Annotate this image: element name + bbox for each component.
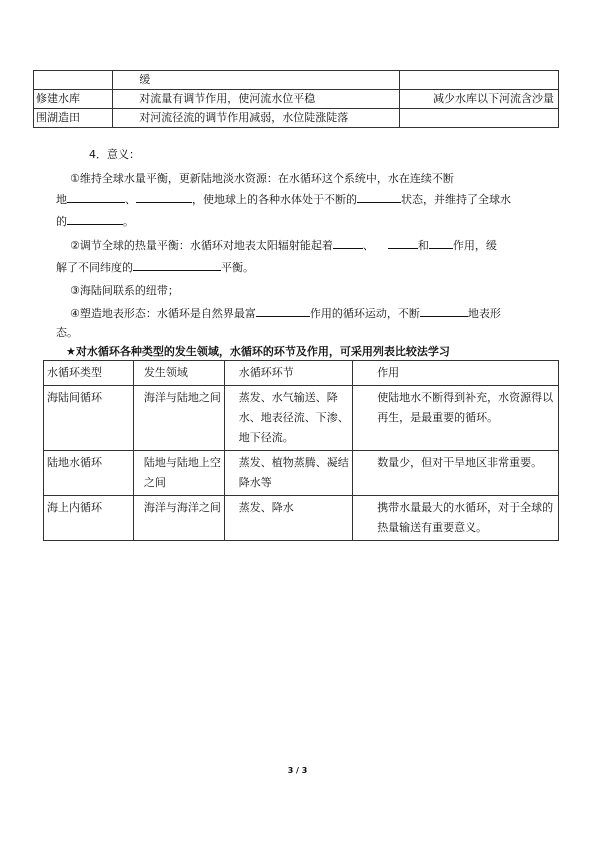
- paragraph-line: [56, 258, 254, 277]
- paragraph-line: [70, 170, 454, 188]
- table-cell: 修建水库: [34, 90, 113, 109]
- fill-blank[interactable]: [136, 190, 192, 203]
- table-cell: 使陆地水不断得到补充，水资源得以再生，是最重要的循环。: [353, 386, 559, 451]
- table-cell: 缓: [113, 71, 400, 90]
- text: 作用，缓: [452, 239, 497, 252]
- column-header: 水循环环节: [224, 361, 352, 386]
- table-cell: 陆地与陆地上空之间: [133, 451, 224, 496]
- table-row: [34, 109, 559, 128]
- table-cell: 携带水量最大的水循环，对于全球的热量输送有重要意义。: [353, 496, 559, 541]
- text: 、: [125, 193, 136, 206]
- text: 和: [417, 239, 429, 252]
- fill-blank[interactable]: [67, 190, 125, 203]
- table-heading: ★对水循环各种类型的发生领域，水循环的环节及作用，可采用列表比较法学习: [66, 345, 450, 358]
- text: ①维持全球水量平衡，更新陆地淡水资源：在水循环这个系统中，水在连续不断: [70, 172, 454, 185]
- table-cell: 对河流径流的调节作用减弱，水位陡涨陡落: [113, 109, 400, 128]
- table-cell: [399, 109, 558, 128]
- paragraph-line: ③海陆间联系的纽带；: [70, 284, 179, 297]
- column-header: 发生领域: [133, 361, 224, 386]
- fill-blank[interactable]: [420, 304, 468, 317]
- table-cell: 数量少，但对干旱地区非常重要。: [353, 451, 559, 496]
- fill-blank[interactable]: [256, 304, 310, 317]
- top-table: [33, 70, 559, 128]
- paragraph-line: 态。: [56, 326, 78, 339]
- table-cell: 蒸发、植物蒸腾、凝结降水等: [224, 451, 352, 496]
- table-cell: 陆地水循环: [44, 451, 134, 496]
- table-cell: 围湖造田: [34, 109, 113, 128]
- fill-blank[interactable]: [357, 190, 401, 203]
- text: 状态，并维持了全球水: [401, 193, 511, 206]
- text: ②调节全球的热量平衡：水循环对地表太阳辐射能起着: [70, 239, 333, 252]
- water-cycle-table: [43, 360, 559, 541]
- paragraph-line: [56, 212, 134, 231]
- text: 、: [362, 239, 374, 252]
- table-cell: 海洋与海洋之间: [133, 496, 224, 541]
- table-row: [44, 451, 559, 496]
- table-cell: 对流量有调节作用，使河流水位平稳: [113, 90, 400, 109]
- paragraph-line: [70, 236, 497, 255]
- text: 地: [56, 193, 67, 206]
- table-header-row: [44, 361, 559, 386]
- text: ④塑造地表形态：水循环是自然界最富: [70, 307, 256, 320]
- table-row: [34, 71, 559, 90]
- text: 地表形: [467, 307, 501, 320]
- column-header: 作用: [353, 361, 559, 386]
- text: 作用的循环运动，不断: [309, 307, 420, 320]
- fill-blank[interactable]: [133, 258, 221, 271]
- table-row: [34, 90, 559, 109]
- section-heading: 4．意义：: [89, 148, 140, 161]
- table-cell: 海陆间循环: [44, 386, 134, 451]
- table-cell: 蒸发、降水: [224, 496, 352, 541]
- table-cell: 海上内循环: [44, 496, 134, 541]
- table-row: [44, 496, 559, 541]
- text: 。: [123, 215, 134, 228]
- table-row: [44, 386, 559, 451]
- table-cell: 减少水库以下河流含沙量: [399, 90, 558, 109]
- table-cell: 蒸发、水气输送、降水、地表径流、下渗、地下径流。: [224, 386, 352, 451]
- paragraph-line: [70, 304, 501, 323]
- fill-blank[interactable]: [333, 236, 363, 249]
- text: 的: [56, 215, 67, 228]
- text: ，使地球上的各种水体处于不断的: [192, 193, 357, 206]
- fill-blank[interactable]: [67, 212, 123, 225]
- text: 解了不同纬度的: [56, 261, 133, 274]
- fill-blank[interactable]: [429, 236, 453, 249]
- table-cell: 海洋与陆地之间: [133, 386, 224, 451]
- page-number: 3 / 3: [287, 766, 308, 775]
- column-header: 水循环类型: [44, 361, 134, 386]
- text: 平衡。: [221, 261, 254, 274]
- paragraph-line: [56, 190, 511, 209]
- table-cell: [34, 71, 113, 90]
- table-cell: [399, 71, 558, 90]
- fill-blank[interactable]: [388, 236, 418, 249]
